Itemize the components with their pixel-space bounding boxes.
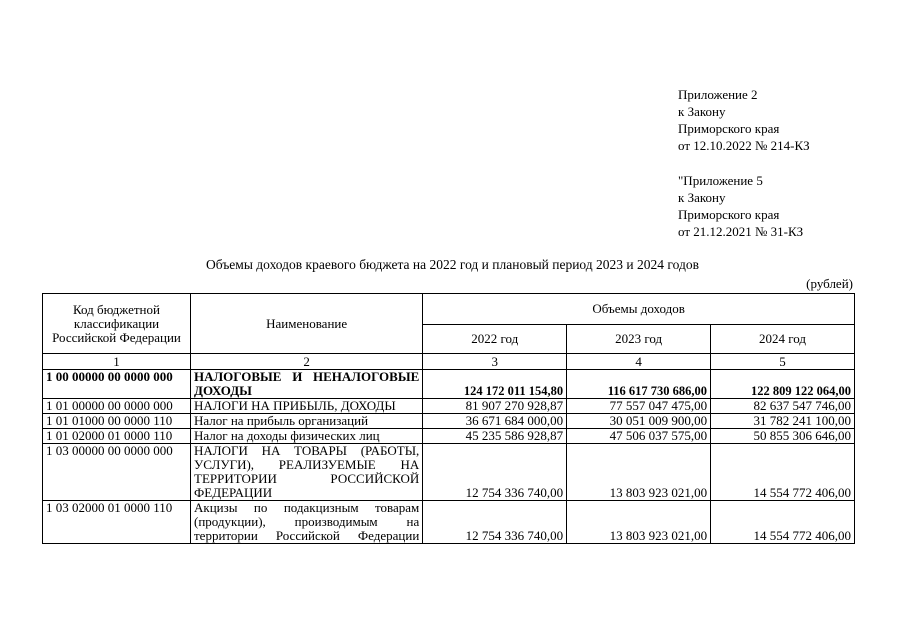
header-code: Код бюджетной классификации Российской Федерации: [43, 294, 191, 354]
table-header-row: [43, 294, 855, 325]
appendix-original-block: [678, 172, 898, 240]
document-title: Объемы доходов краевого бюджета на 2022 год и плановый период 2023 и 2024 годов: [206, 257, 699, 272]
row-code: 1 00 00000 00 0000 000: [43, 370, 191, 399]
row-value-2024: 122 809 122 064,00: [711, 370, 855, 399]
column-number: 3: [423, 354, 567, 370]
row-code: 1 01 00000 00 0000 000: [43, 399, 191, 414]
row-value-2024: 31 782 241 100,00: [711, 414, 855, 429]
column-number: 5: [711, 354, 855, 370]
column-number: 2: [191, 354, 423, 370]
header-year-2024: 2024 год: [711, 325, 855, 354]
row-value-2023: 30 051 009 900,00: [567, 414, 711, 429]
appendix-current-line-4: от 12.10.2022 № 214-КЗ: [678, 138, 810, 153]
row-name: Налог на доходы физических лиц: [191, 429, 423, 444]
row-name: НАЛОГИ НА ПРИБЫЛЬ, ДОХОДЫ: [191, 399, 423, 414]
appendix-original-line-4: от 21.12.2021 № 31-КЗ: [678, 224, 804, 239]
row-value-2022: 36 671 684 000,00: [423, 414, 567, 429]
column-number: 4: [567, 354, 711, 370]
row-value-2024: 14 554 772 406,00: [711, 501, 855, 544]
row-value-2023: 77 557 047 475,00: [567, 399, 711, 414]
table-row: [43, 414, 855, 429]
row-code: 1 03 00000 00 0000 000: [43, 444, 191, 501]
appendix-current-block: [678, 86, 898, 154]
row-name: Налог на прибыль организаций: [191, 414, 423, 429]
row-value-2022: 124 172 011 154,80: [423, 370, 567, 399]
appendix-original-line-2: к Закону: [678, 190, 726, 205]
row-value-2023: 13 803 923 021,00: [567, 444, 711, 501]
appendix-current-line-1: Приложение 2: [678, 87, 758, 102]
column-number-row: [43, 354, 855, 370]
revenue-table: [42, 293, 855, 544]
table-row: [43, 501, 855, 544]
row-name: НАЛОГИ НА ТОВАРЫ (РАБОТЫ, УСЛУГИ), РЕАЛИЗУЕМЫЕ НА ТЕРРИТОРИИ РОССИЙСКОЙ ФЕДЕРАЦИИ: [191, 444, 423, 501]
row-name: Акцизы по подакцизным товарам (продукции), производимым на территории Российской Федерации: [191, 501, 423, 544]
row-code: 1 01 02000 01 0000 110: [43, 429, 191, 444]
table-row: [43, 444, 855, 501]
appendix-original-line-3: Приморского края: [678, 207, 780, 222]
row-value-2022: 12 754 336 740,00: [423, 444, 567, 501]
table-row: [43, 429, 855, 444]
row-value-2023: 116 617 730 686,00: [567, 370, 711, 399]
row-value-2024: 14 554 772 406,00: [711, 444, 855, 501]
table-row: [43, 370, 855, 399]
row-value-2022: 45 235 586 928,87: [423, 429, 567, 444]
row-value-2023: 13 803 923 021,00: [567, 501, 711, 544]
row-code: 1 03 02000 01 0000 110: [43, 501, 191, 544]
appendix-current-line-3: Приморского края: [678, 121, 780, 136]
header-year-2023: 2023 год: [567, 325, 711, 354]
row-name: НАЛОГОВЫЕ И НЕНАЛОГОВЫЕ ДОХОДЫ: [191, 370, 423, 399]
column-number: 1: [43, 354, 191, 370]
header-year-2022: 2022 год: [423, 325, 567, 354]
row-value-2022: 81 907 270 928,87: [423, 399, 567, 414]
table-row: [43, 399, 855, 414]
row-value-2023: 47 506 037 575,00: [567, 429, 711, 444]
row-code: 1 01 01000 00 0000 110: [43, 414, 191, 429]
header-name: Наименование: [191, 294, 423, 354]
row-value-2024: 50 855 306 646,00: [711, 429, 855, 444]
row-value-2022: 12 754 336 740,00: [423, 501, 567, 544]
appendix-current-line-2: к Закону: [678, 104, 726, 119]
header-revenue-volumes: Объемы доходов: [423, 294, 855, 325]
units-label: (рублей): [806, 276, 853, 291]
row-value-2024: 82 637 547 746,00: [711, 399, 855, 414]
appendix-original-line-1: "Приложение 5: [678, 173, 763, 188]
